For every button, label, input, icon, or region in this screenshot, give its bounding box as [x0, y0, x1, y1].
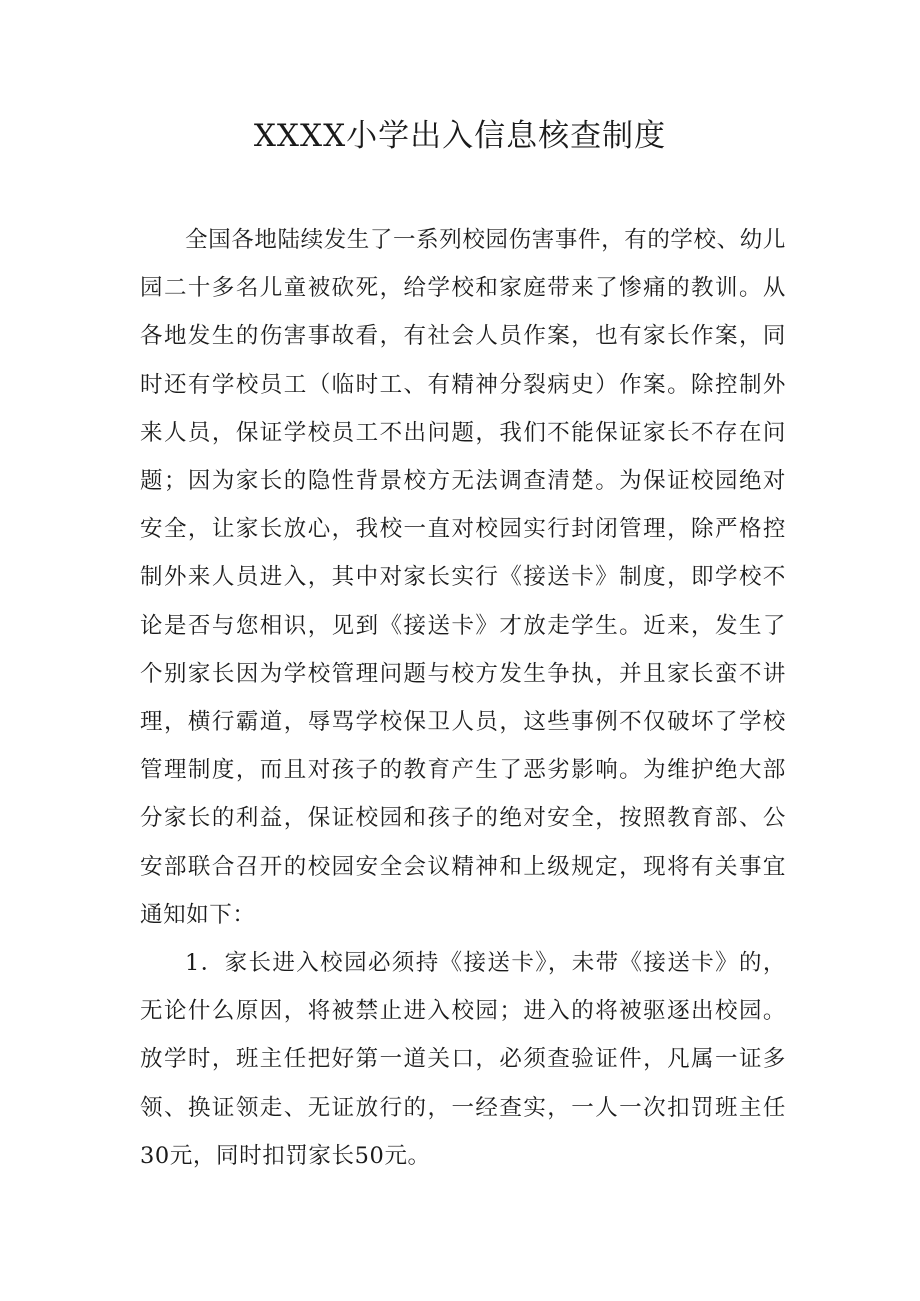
document-title: XXXX小学出入信息核查制度 — [253, 118, 667, 154]
intro-paragraph: 全国各地陆续发生了一系列校园伤害事件，有的学校、幼儿园二十多名儿童被砍死，给学校和家庭带来了惨痛的教训。从各地发生的伤害事故看，有社会人员作案，也有家长作案，同时还有学校员工（临时工、有精神分裂病史）作案。除控制外来人员，保证学校员工不出问题，我们不能保证家长不存在问题；因为家长的隐性背景校方无法调查清楚。为保证校园绝对安全，让家长放心，我校一直对校园实行封闭管理，除严格控制外来人员进入，其中对家长实行《接送卡》制度，即学校不论是否与您相识，见到《接送卡》才放走学生。近来，发生了个别家长因为学校管理问题与校方发生争执，并且家长蛮不讲理，横行霸道，辱骂学校保卫人员，这些事例不仅破坏了学校管理制度，而且对孩子的教育产生了恶劣影响。为维护绝大部分家长的利益，保证校园和孩子的绝对安全，按照教育部、公安部联合召开的校园安全会议精神和上级规定，现将有关事宜通知如下： — [140, 227, 786, 928]
document-body — [140, 216, 786, 1180]
rule-paragraph-1: 1．家长进入校园必须持《接送卡》，未带《接送卡》的，无论什么原因，将被禁止进入校园；进入的将被驱逐出校园。放学时，班主任把好第一道关口，必须查验证件，凡属一证多领、换证领走、无证放行的，一经查实，一人一次扣罚班主任30元，同时扣罚家长50元。 — [140, 950, 786, 1169]
